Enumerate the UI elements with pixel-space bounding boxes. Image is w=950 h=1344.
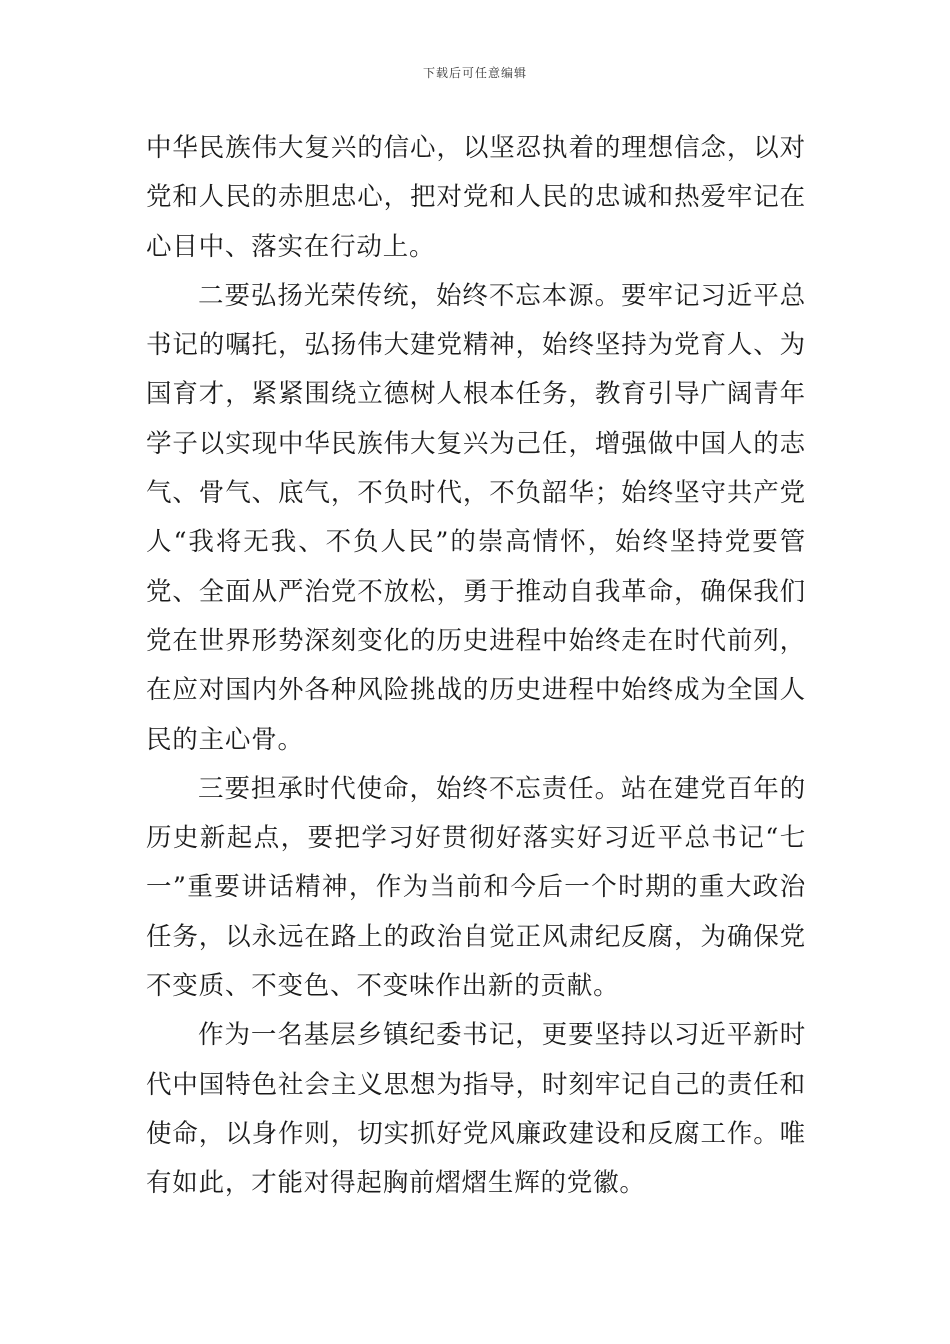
- paragraph-conclusion: 作为一名基层乡镇纪委书记，更要坚持以习近平新时代中国特色社会主义思想为指导，时刻牢记自己的责任和使命，以身作则，切实抓好党风廉政建设和反腐工作。唯有如此，才能对得起胸前熠熠生辉的党徽。: [146, 1020, 806, 1199]
- paragraph-mission: 三要担承时代使命，始终不忘责任。站在建党百年的历史新起点，要把学习好贯彻好落实好习近平总书记“七一”重要讲话精神，作为当前和今后一个时期的重大政治任务，以永远在路上的政治自觉正风肃纪反腐，为确保党不变质、不变色、不变味作出新的贡献。: [146, 773, 806, 1002]
- paragraph-continuation: 中华民族伟大复兴的信心，以坚忍执着的理想信念，以对党和人民的赤胆忠心，把对党和人民的忠诚和热爱牢记在心目中、落实在行动上。: [146, 133, 806, 262]
- header-note: 下载后可任意编辑: [422, 66, 527, 80]
- document-body: [146, 124, 806, 1209]
- paragraph-tradition: 二要弘扬光荣传统，始终不忘本源。要牢记习近平总书记的嘱托，弘扬伟大建党精神，始终坚持为党育人、为国育才，紧紧围绕立德树人根本任务，教育引导广阔青年学子以实现中华民族伟大复兴为己任，增强做中国人的志气、骨气、底气，不负时代，不负韶华；始终坚守共产党人“我将无我、不负人民”的崇高情怀，始终坚持党要管党、全面从严治党不放松，勇于推动自我革命，确保我们党在世界形势深刻变化的历史进程中始终走在时代前列，在应对国内外各种风险挑战的历史进程中始终成为全国人民的主心骨。: [146, 280, 806, 755]
